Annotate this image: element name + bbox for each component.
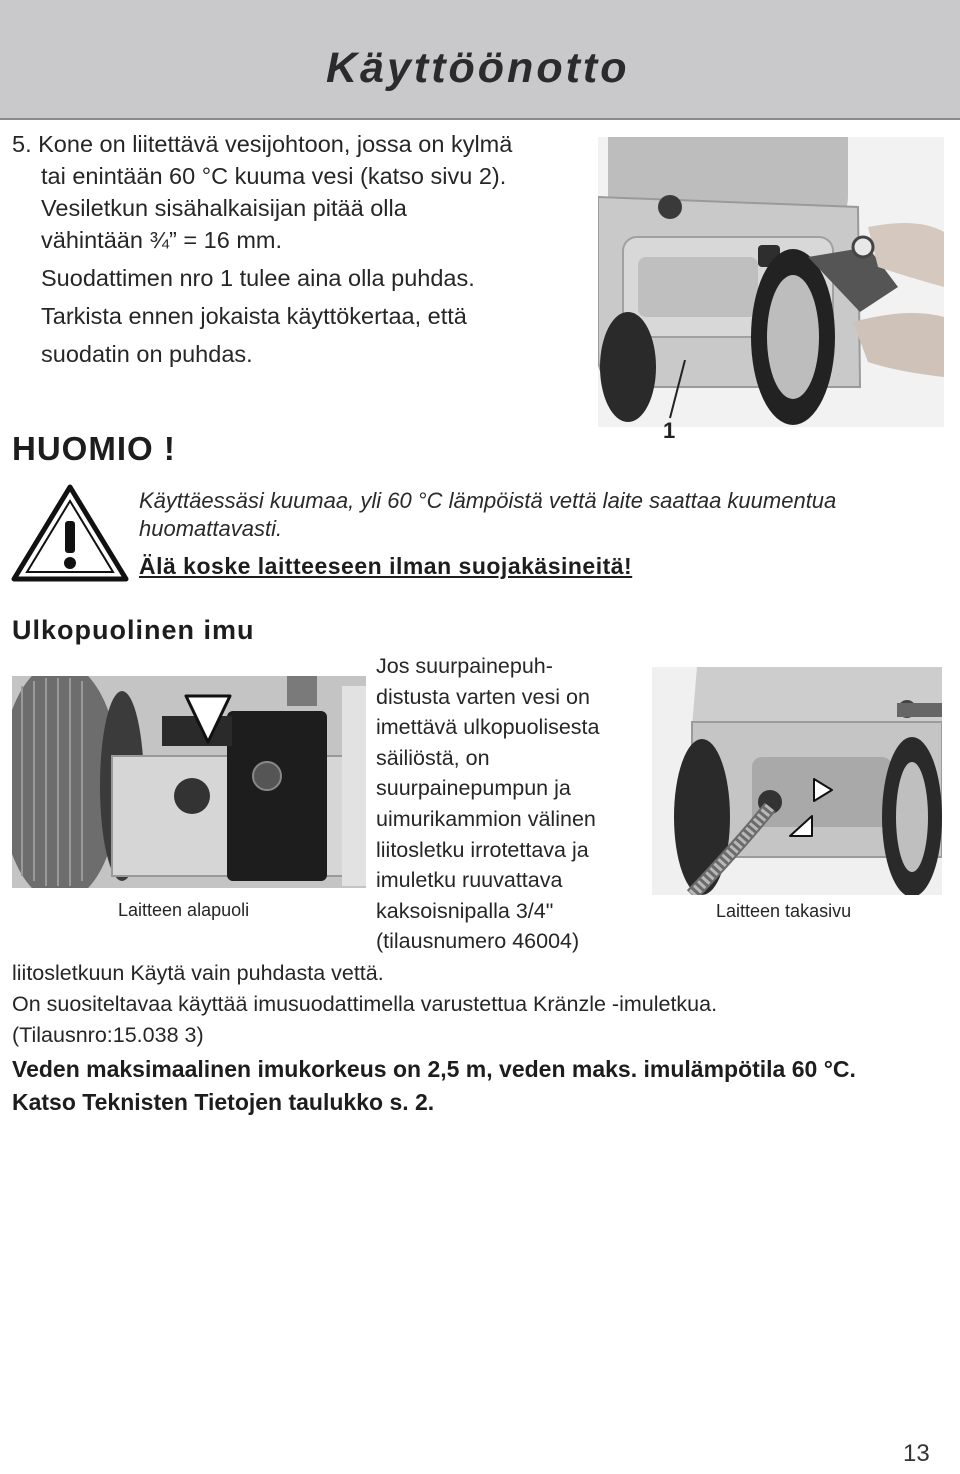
warning-bold-line: Älä koske laitteeseen ilman suojakäsineitä!	[139, 553, 633, 579]
external-suction-text	[376, 651, 646, 957]
section-title: Ulkopuolinen imu	[12, 615, 255, 645]
page-number: 13	[903, 1440, 930, 1467]
left-photo-caption: Laitteen alapuoli	[118, 900, 250, 920]
warning-heading: HUOMIO !	[12, 430, 176, 467]
right-photo-caption: Laitteen takasivu	[716, 901, 852, 921]
step-line: 5. Kone on liitettävä vesijohtoon, jossa on kylmä	[12, 131, 513, 157]
callout-number-1: 1	[663, 418, 676, 443]
text-line: liitosletkuun Käytä vain puhdasta vettä.	[12, 961, 384, 985]
text-line: Veden maksimaalinen imukorkeus on 2,5 m, veden maks. imulämpötila 60 °C.	[12, 1056, 856, 1082]
text-line: On suositeltavaa käyttää imusuodattimella varustettua Kränzle -imuletkua.	[12, 992, 718, 1016]
text-line: kaksoisnipalla 3/4"	[376, 898, 554, 923]
page-title: Käyttöönotto	[326, 44, 630, 92]
step-line: Vesiletkun sisähalkaisijan pitää olla	[41, 195, 407, 221]
body-text	[12, 958, 952, 1051]
text-line: Katso Teknisten Tietojen taulukko s. 2.	[12, 1089, 435, 1115]
text-line: distusta varten vesi on	[376, 684, 590, 709]
indicator-triangle-icon	[183, 693, 233, 745]
callout-leader-line	[640, 360, 700, 420]
text-line: suurpainepumpun ja	[376, 776, 571, 801]
warning-line: Käyttäessäsi kuumaa, yli 60 °C lämpöistä vettä laite saattaa kuumentua	[139, 488, 837, 513]
max-suction-note	[12, 1053, 952, 1119]
warning-triangle-icon	[10, 483, 130, 583]
rear-photo	[652, 667, 942, 895]
rear-photo-illustration	[652, 667, 942, 895]
text-line: imuletku ruuvattava	[376, 868, 563, 893]
text-line: uimurikammion välinen	[376, 806, 596, 831]
step-line: tai enintään 60 °C kuuma vesi (katso sivu 2).	[41, 163, 507, 189]
text-line: (Tilausnro:15.038 3)	[12, 1023, 204, 1047]
text-line: liitosletku irrotettava ja	[376, 837, 589, 862]
text-line: Jos suurpainepuh-	[376, 654, 553, 678]
indicator-triangle-icon	[812, 777, 834, 803]
step-5-text	[12, 128, 612, 370]
warning-text	[139, 487, 949, 543]
step-line: Suodattimen nro 1 tulee aina olla puhdas.	[41, 265, 475, 291]
text-line: (tilausnumero 46004)	[376, 929, 580, 954]
step-line: Tarkista ennen jokaista käyttökertaa, että	[41, 303, 467, 329]
step-line: suodatin on puhdas.	[41, 341, 253, 367]
text-line: säiliöstä, on	[376, 745, 490, 770]
step-line: vähintään ¾” = 16 mm.	[41, 227, 283, 253]
indicator-triangle-icon	[788, 814, 814, 838]
text-line: imettävä ulkopuolisesta	[376, 715, 600, 740]
warning-line: huomattavasti.	[139, 516, 283, 541]
